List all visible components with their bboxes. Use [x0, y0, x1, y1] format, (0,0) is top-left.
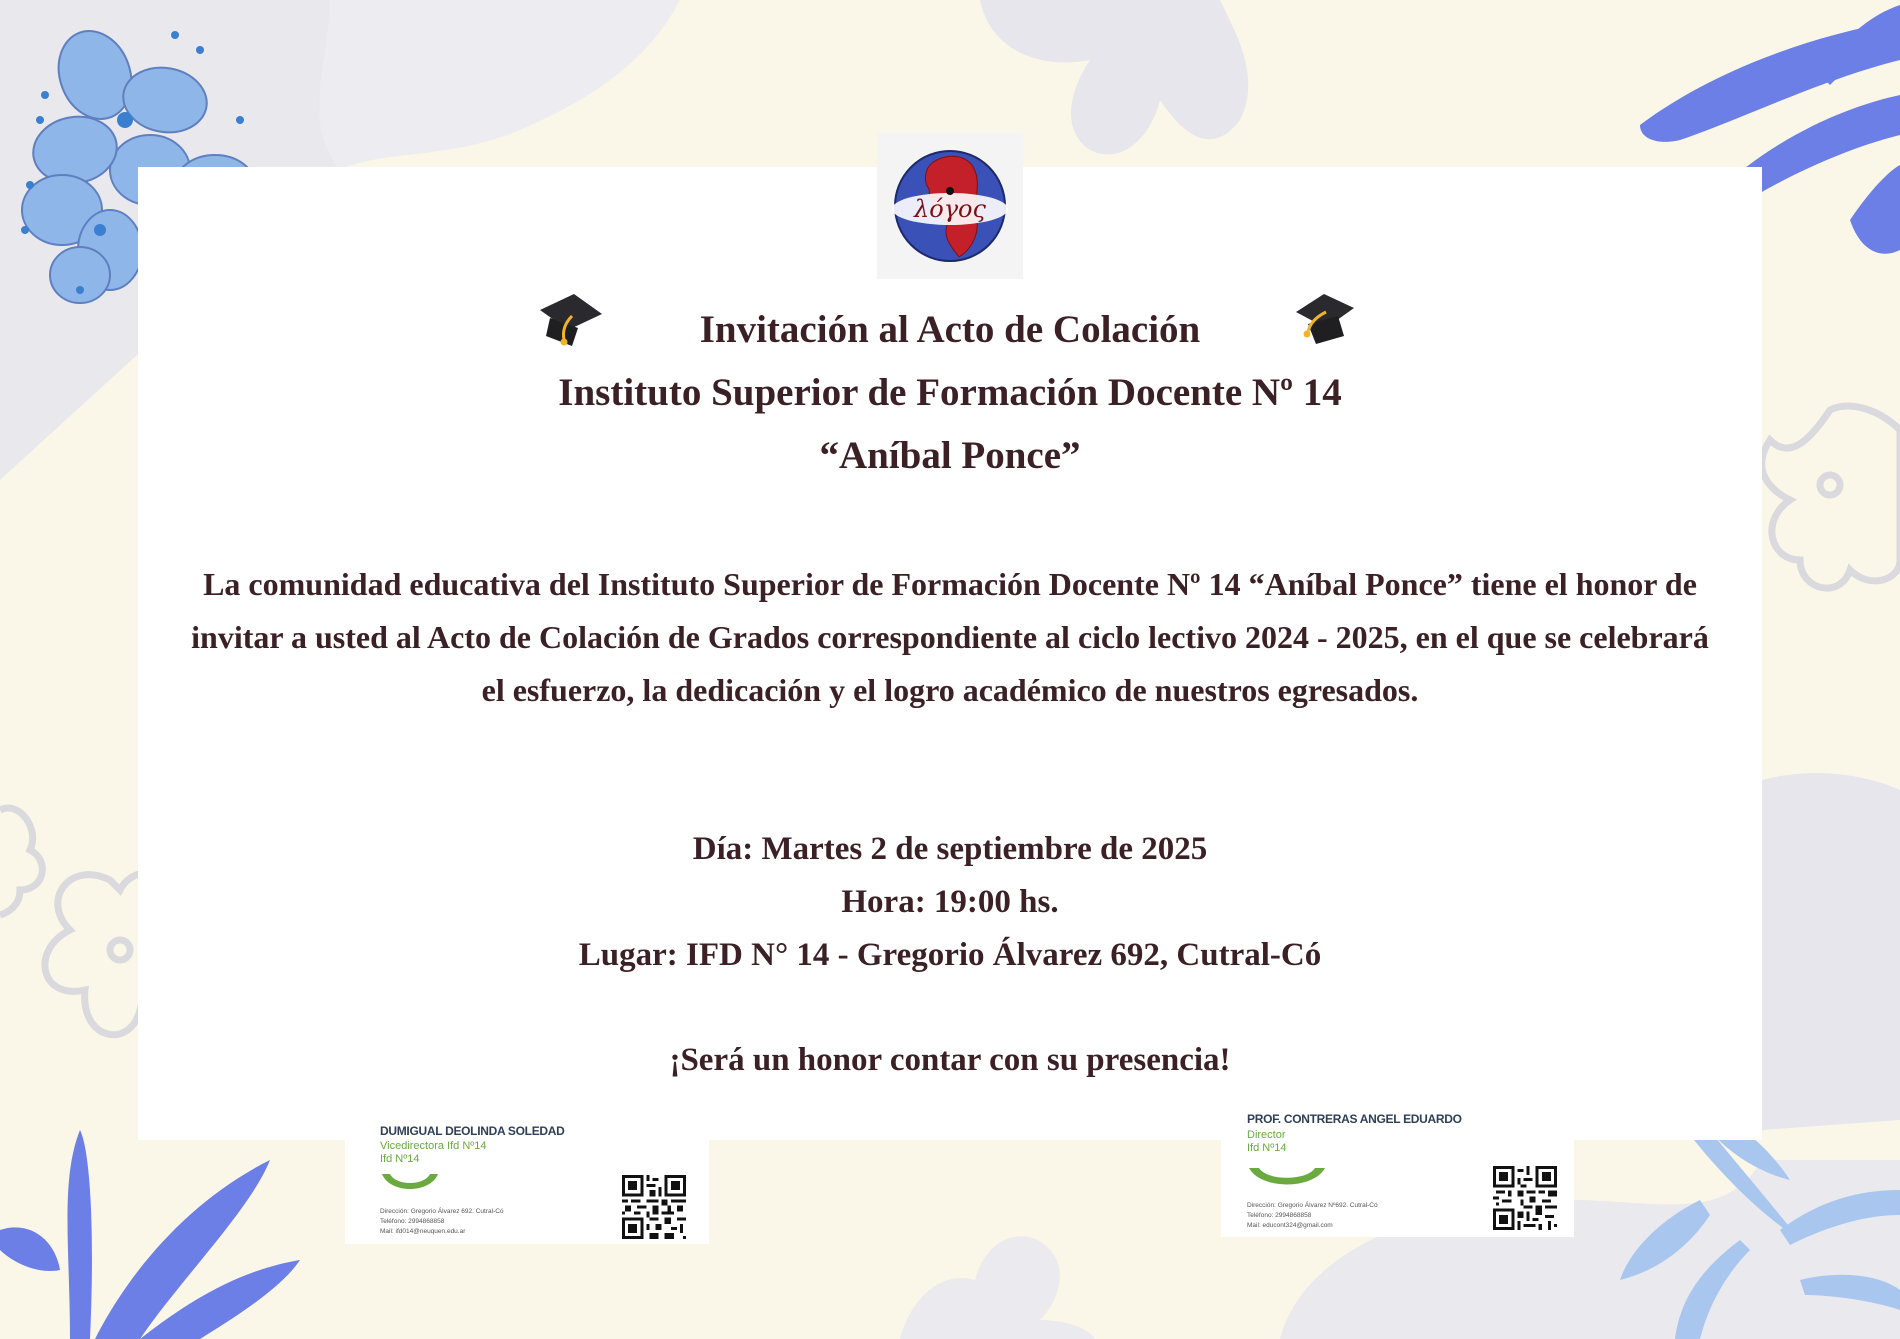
- signature-arc-mark: [380, 1172, 440, 1194]
- signature-address: Dirección: Gregorio Álvarez 692. Cutral-Có: [380, 1208, 504, 1215]
- event-day: Día: Martes 2 de septiembre de 2025: [692, 831, 1208, 867]
- signature-phone: Teléfono: 2994868858: [380, 1218, 445, 1225]
- institute-patron-name: “Aníbal Ponce”: [819, 434, 1081, 477]
- blue-leaves-bottom-left: [0, 1130, 300, 1339]
- signature-phone: Teléfono: 2994868858: [1247, 1212, 1312, 1219]
- gray-blob-top-center: [319, 0, 680, 170]
- gray-flower-top: [980, 0, 1248, 154]
- invitation-title: Invitación al Acto de Colación: [699, 308, 1201, 351]
- institute-logo: [877, 133, 1023, 279]
- closing-message: ¡Será un honor contar con su presencia!: [669, 1042, 1231, 1078]
- event-time: Hora: 19:00 hs.: [841, 884, 1059, 920]
- gray-flower-bottom: [900, 1236, 1095, 1339]
- logo-text: λόγος: [914, 195, 986, 223]
- institute-name: Instituto Superior de Formación Docente Nº 14: [558, 371, 1342, 414]
- signature-address: Dirección: Gregorio Álvarez Nº692. Cutral-Có: [1247, 1202, 1378, 1209]
- invitation-paragraph: La comunidad educativa del Instituto Superior de Formación Docente Nº 14 “Aníbal Ponce” tiene el honor de invitar a usted al Acto de Colación de Grados correspondiente al ciclo lectivo 2024 - 2025, en el que se celebrará el esfuerzo, la dedicación y el logro académico de nuestros egresados.: [191, 566, 1709, 708]
- qr-code-icon: [1493, 1166, 1557, 1230]
- signature-name: DUMIGUAL DEOLINDA SOLEDAD: [380, 1124, 565, 1138]
- signature-card-director: [1221, 1100, 1574, 1237]
- signature-role: Vicedirectora Ifd Nº14: [380, 1140, 487, 1152]
- signature-role-secondary: Ifd Nº14: [380, 1153, 420, 1165]
- event-place: Lugar: IFD N° 14 - Gregorio Álvarez 692, Cutral-Có: [578, 937, 1322, 973]
- signature-mail: Mail: ifd014@neuquen.edu.ar: [380, 1228, 466, 1235]
- signature-role-secondary: Ifd Nº14: [1247, 1142, 1287, 1154]
- signature-mail: Mail: educont324@gmail.com: [1247, 1222, 1333, 1229]
- qr-code-icon: [622, 1175, 686, 1239]
- signature-role: Director: [1247, 1129, 1286, 1141]
- signature-name: PROF. CONTRERAS ANGEL EDUARDO: [1247, 1112, 1462, 1126]
- signature-arc-mark: [1247, 1166, 1327, 1190]
- signature-card-vicedirector: [345, 1112, 709, 1244]
